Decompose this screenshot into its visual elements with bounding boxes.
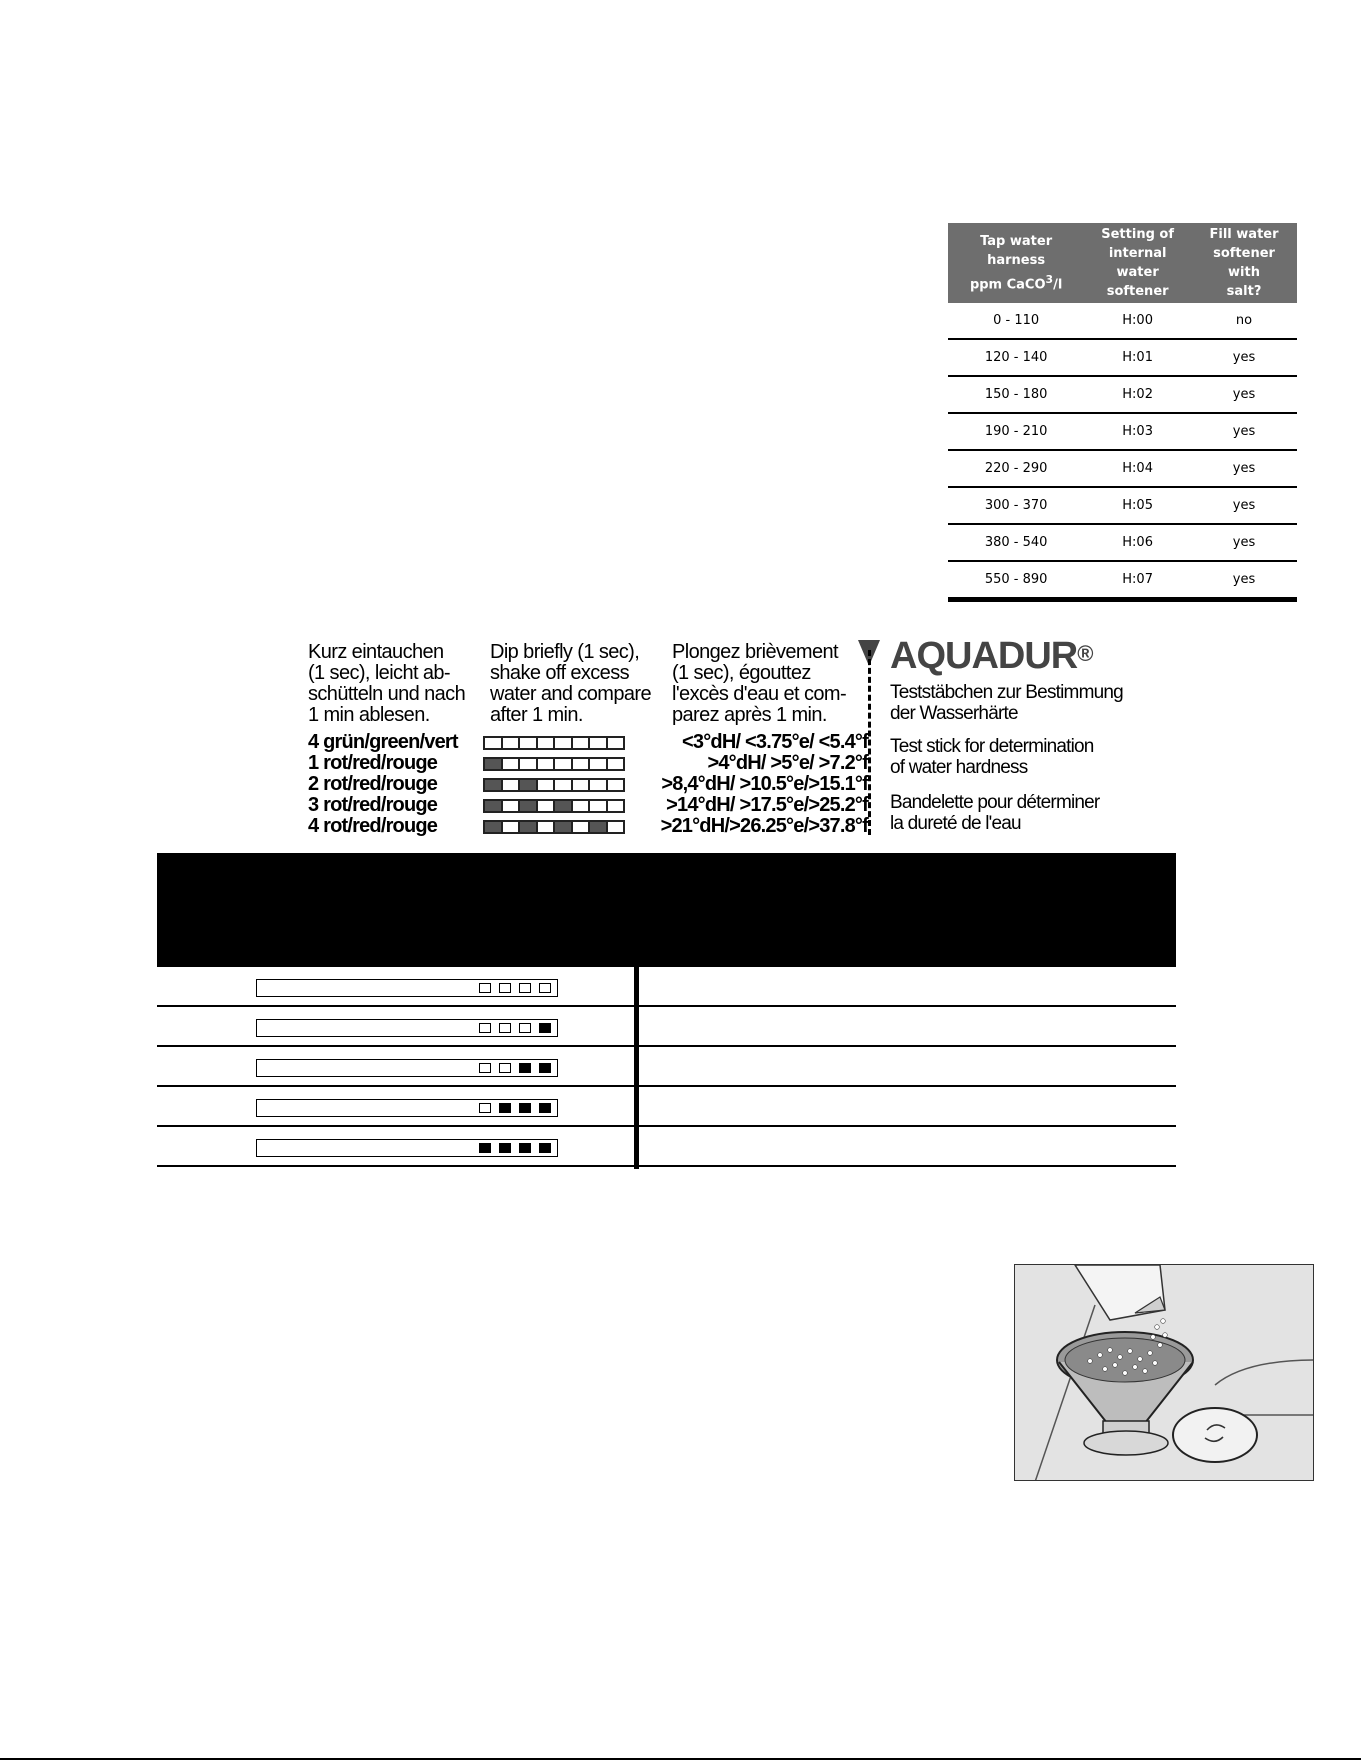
stick-pad <box>479 1023 491 1033</box>
stick-pad <box>519 1063 531 1073</box>
cell-setting: H:01 <box>1084 339 1191 376</box>
legend-test-strip <box>483 820 625 834</box>
cell-setting: H:07 <box>1084 561 1191 600</box>
legend-value: >21°dH/>26.25°e/>37.8°f <box>660 815 868 837</box>
description-german <box>890 682 1123 724</box>
strip-pad <box>590 822 608 832</box>
header-text: softener <box>1106 284 1169 299</box>
strip-pad <box>520 801 538 811</box>
cell-salt: yes <box>1191 413 1297 450</box>
legend-value: <3°dH/ <3.75°e/ <5.4°f <box>682 731 868 753</box>
legend-value: >14°dH/ >17.5°e/>25.2°f <box>666 794 868 816</box>
table-row <box>157 1047 1176 1087</box>
header-fill-salt <box>1191 223 1297 303</box>
strip-pad <box>485 780 503 790</box>
instruction-line: Dip briefly (1 sec), <box>490 641 640 663</box>
description-line: of water hardness <box>890 757 1028 778</box>
stick-pad <box>499 1023 511 1033</box>
strip-pad <box>608 822 624 832</box>
legend-test-strip <box>483 757 625 771</box>
strip-pad <box>573 780 591 790</box>
table-row <box>157 1127 1176 1167</box>
test-stick <box>256 1019 558 1037</box>
strip-pad <box>538 780 556 790</box>
header-tap-water-hardness <box>948 223 1084 303</box>
cell-salt: yes <box>1191 487 1297 524</box>
legend-row <box>308 795 868 816</box>
stick-pad <box>519 1023 531 1033</box>
stick-pad <box>479 1063 491 1073</box>
header-text: Fill water <box>1209 227 1279 242</box>
stick-pad <box>499 1143 511 1153</box>
strip-pad <box>503 822 521 832</box>
hardness-table <box>948 223 1297 602</box>
table-row <box>948 561 1297 600</box>
strip-pad <box>485 738 503 748</box>
description-line: der Wasserhärte <box>890 703 1018 724</box>
stick-pad <box>479 983 491 993</box>
stick-pad <box>539 1143 551 1153</box>
dashed-divider <box>868 650 871 835</box>
strip-pad <box>573 801 591 811</box>
legend-row <box>308 732 868 753</box>
legend-value: >8,4°dH/ >10.5°e/>15.1°f <box>661 773 868 795</box>
stick-pads <box>479 983 551 993</box>
table-row <box>157 967 1176 1007</box>
strip-pad <box>538 801 556 811</box>
cell-salt: yes <box>1191 376 1297 413</box>
legend-label: 3 rot/red/rouge <box>308 794 438 816</box>
description-line: Bandelette pour déterminer <box>890 792 1100 813</box>
cell-range: 220 - 290 <box>948 450 1084 487</box>
aquadur-test-stick-label <box>300 630 1160 840</box>
instruction-line: l'excès d'eau et com- <box>672 683 847 705</box>
stick-pads <box>479 1063 551 1073</box>
stick-pad <box>519 1143 531 1153</box>
strip-result-table <box>157 967 1176 1167</box>
instruction-line: 1 min ablesen. <box>308 704 430 726</box>
test-stick <box>256 979 558 997</box>
column-divider <box>634 967 639 1169</box>
cell-setting: H:06 <box>1084 524 1191 561</box>
strip-pad <box>538 759 556 769</box>
stick-pads <box>479 1143 551 1153</box>
strip-pad <box>503 801 521 811</box>
cell-setting: H:04 <box>1084 450 1191 487</box>
strip-pad <box>555 780 573 790</box>
stick-pads <box>479 1023 551 1033</box>
stick-pad <box>479 1103 491 1113</box>
page-bottom-rule <box>0 1758 1361 1760</box>
cell-salt: yes <box>1191 524 1297 561</box>
strip-pad <box>590 801 608 811</box>
cell-range: 300 - 370 <box>948 487 1084 524</box>
funnel-drawing <box>1015 1265 1314 1481</box>
test-stick <box>256 1139 558 1157</box>
legend-test-strip <box>483 799 625 813</box>
stick-pad <box>499 983 511 993</box>
legend-test-strip <box>483 736 625 750</box>
instruction-line: water and compare <box>490 683 652 705</box>
table-row <box>948 413 1297 450</box>
strip-pad <box>590 738 608 748</box>
stick-pad <box>479 1143 491 1153</box>
instructions-german <box>308 642 465 726</box>
strip-pad <box>555 759 573 769</box>
cell-range: 120 - 140 <box>948 339 1084 376</box>
strip-pad <box>608 738 624 748</box>
instructions-english <box>490 642 651 726</box>
instruction-line: Plongez brièvement <box>672 641 838 663</box>
strip-pad <box>608 801 624 811</box>
salt-funnel-illustration <box>1014 1264 1314 1481</box>
stick-pad <box>539 1023 551 1033</box>
brand-logo <box>890 636 1092 676</box>
hardness-legend <box>308 732 868 837</box>
table-row <box>948 303 1297 339</box>
instruction-line: (1 sec), égouttez <box>672 662 811 684</box>
cell-setting: H:03 <box>1084 413 1191 450</box>
table-row <box>948 376 1297 413</box>
brand-name: AQUADUR <box>890 635 1078 677</box>
strip-pad <box>485 801 503 811</box>
description-french <box>890 792 1099 834</box>
legend-row <box>308 753 868 774</box>
stick-pad <box>499 1063 511 1073</box>
legend-test-strip <box>483 778 625 792</box>
cell-range: 190 - 210 <box>948 413 1084 450</box>
strip-pad <box>590 780 608 790</box>
legend-row <box>308 774 868 795</box>
cell-range: 0 - 110 <box>948 303 1084 339</box>
cell-salt: no <box>1191 303 1297 339</box>
strip-pad <box>555 801 573 811</box>
table-row <box>948 339 1297 376</box>
strip-pad <box>573 759 591 769</box>
stick-pad <box>539 983 551 993</box>
stick-pad <box>539 1103 551 1113</box>
cell-range: 550 - 890 <box>948 561 1084 600</box>
stick-pads <box>479 1103 551 1113</box>
table-row <box>157 1087 1176 1127</box>
cell-salt: yes <box>1191 339 1297 376</box>
description-line: Test stick for determination <box>890 736 1094 757</box>
test-stick <box>256 1099 558 1117</box>
header-sup: 3 <box>1045 272 1054 286</box>
instruction-line: (1 sec), leicht ab- <box>308 662 450 684</box>
strip-pad <box>590 759 608 769</box>
strip-pad <box>608 780 624 790</box>
table-row <box>157 1007 1176 1047</box>
header-text: Tap water harness <box>980 233 1053 268</box>
stick-pad <box>499 1103 511 1113</box>
header-text: internal water <box>1108 246 1167 280</box>
header-text: Setting of <box>1101 227 1174 242</box>
hardness-table-header <box>948 223 1297 303</box>
legend-label: 4 rot/red/rouge <box>308 815 438 837</box>
strip-pad <box>503 738 521 748</box>
header-text: salt? <box>1226 284 1262 299</box>
strip-pad <box>555 738 573 748</box>
table-row <box>948 487 1297 524</box>
instruction-line: after 1 min. <box>490 704 583 726</box>
cell-setting: H:00 <box>1084 303 1191 339</box>
header-softener-setting <box>1084 223 1191 303</box>
strip-pad <box>538 822 556 832</box>
table-row <box>948 524 1297 561</box>
table-row <box>948 450 1297 487</box>
strip-pad <box>555 822 573 832</box>
strip-pad <box>573 738 591 748</box>
strip-pad <box>503 780 521 790</box>
strip-pad <box>520 738 538 748</box>
description-line: la dureté de l'eau <box>890 813 1021 834</box>
legend-value: >4°dH/ >5°e/ >7.2°f <box>707 752 868 774</box>
strip-pad <box>503 759 521 769</box>
instruction-line: parez après 1 min. <box>672 704 827 726</box>
description-line: Teststäbchen zur Bestimmung <box>890 682 1123 703</box>
cell-salt: yes <box>1191 561 1297 600</box>
stick-pad <box>519 1103 531 1113</box>
header-text: ppm CaCO <box>969 277 1046 293</box>
strip-pad <box>608 759 624 769</box>
legend-row <box>308 816 868 837</box>
strip-pad <box>573 822 591 832</box>
stick-pad <box>539 1063 551 1073</box>
strip-pad <box>538 738 556 748</box>
strip-pad <box>520 759 538 769</box>
strip-pad <box>485 822 503 832</box>
instruction-line: shake off excess <box>490 662 630 684</box>
strip-table-header-bar <box>157 853 1176 967</box>
strip-pad <box>520 822 538 832</box>
registered-mark: ® <box>1077 641 1093 666</box>
legend-label: 2 rot/red/rouge <box>308 773 438 795</box>
cell-setting: H:02 <box>1084 376 1191 413</box>
legend-label: 1 rot/red/rouge <box>308 752 438 774</box>
header-text: softener with <box>1213 246 1275 280</box>
header-text: /l <box>1053 277 1063 293</box>
cell-setting: H:05 <box>1084 487 1191 524</box>
instruction-line: schütteln und nach <box>308 683 466 705</box>
legend-label: 4 grün/green/vert <box>308 731 458 753</box>
strip-pad <box>520 780 538 790</box>
test-stick <box>256 1059 558 1077</box>
cell-range: 150 - 180 <box>948 376 1084 413</box>
cell-salt: yes <box>1191 450 1297 487</box>
instruction-line: Kurz eintauchen <box>308 641 444 663</box>
stick-pad <box>519 983 531 993</box>
instructions-french <box>672 642 846 726</box>
strip-pad <box>485 759 503 769</box>
cell-range: 380 - 540 <box>948 524 1084 561</box>
description-english <box>890 736 1094 778</box>
